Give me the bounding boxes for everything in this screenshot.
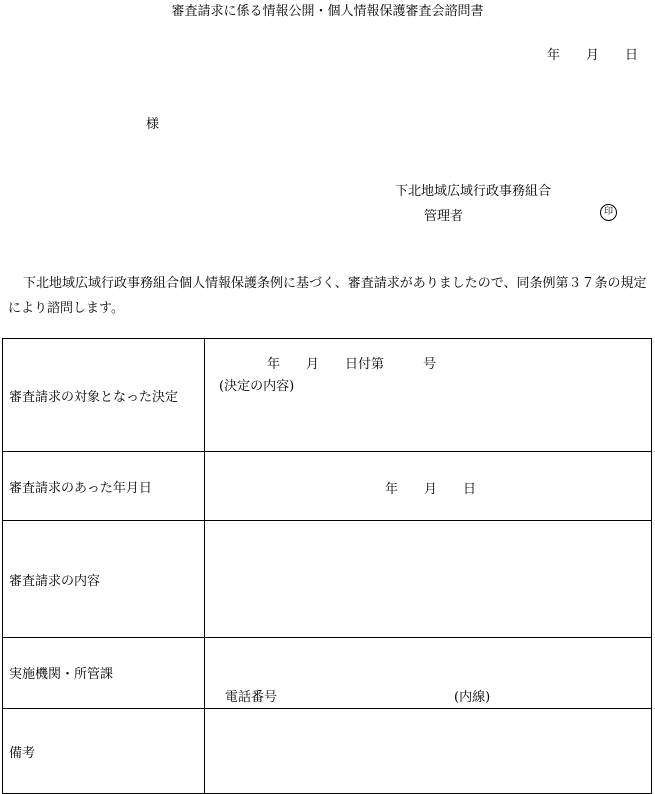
row-label-request-content: 審査請求の内容 — [3, 521, 205, 638]
table-row — [3, 709, 652, 794]
addressee-suffix: 様 — [146, 117, 160, 132]
consultation-form-table — [2, 338, 652, 794]
decision-value-cell — [205, 339, 652, 452]
administrator-title: 管理者 — [424, 209, 464, 224]
table-row — [3, 452, 652, 521]
document-title: 審査請求に係る情報公開・個人情報保護審査会諮問書 — [171, 4, 484, 19]
extension-label: (内線) — [454, 690, 491, 705]
request-date-cell — [205, 452, 652, 521]
table-row — [3, 521, 652, 638]
body-paragraph: 下北地域広域行政事務組合個人情報保護条例に基づく、審査請求がありましたので、同条例第３７条の規定により諮問します。 — [8, 276, 647, 316]
issue-date: 年 月 日 — [547, 48, 639, 63]
agency-cell — [205, 638, 652, 709]
seal-mark: 印 — [600, 204, 617, 221]
phone-label: 電話番号 — [225, 690, 278, 705]
row-label-remarks: 備考 — [3, 709, 205, 794]
decision-content-note: (決定の内容) — [219, 379, 295, 394]
row-label-decision: 審査請求の対象となった決定 — [3, 339, 205, 452]
row-label-request-date: 審査請求のあった年月日 — [3, 452, 205, 521]
organization-name: 下北地域広域行政事務組合 — [395, 184, 552, 199]
table-row — [3, 339, 652, 452]
request-content-cell — [205, 521, 652, 638]
request-date-value: 年 月 日 — [385, 482, 477, 497]
table-row — [3, 638, 652, 709]
remarks-cell — [205, 709, 652, 794]
decision-date-line: 年 月 日付第 号 — [267, 357, 437, 372]
row-label-agency: 実施機関・所管課 — [3, 638, 205, 709]
